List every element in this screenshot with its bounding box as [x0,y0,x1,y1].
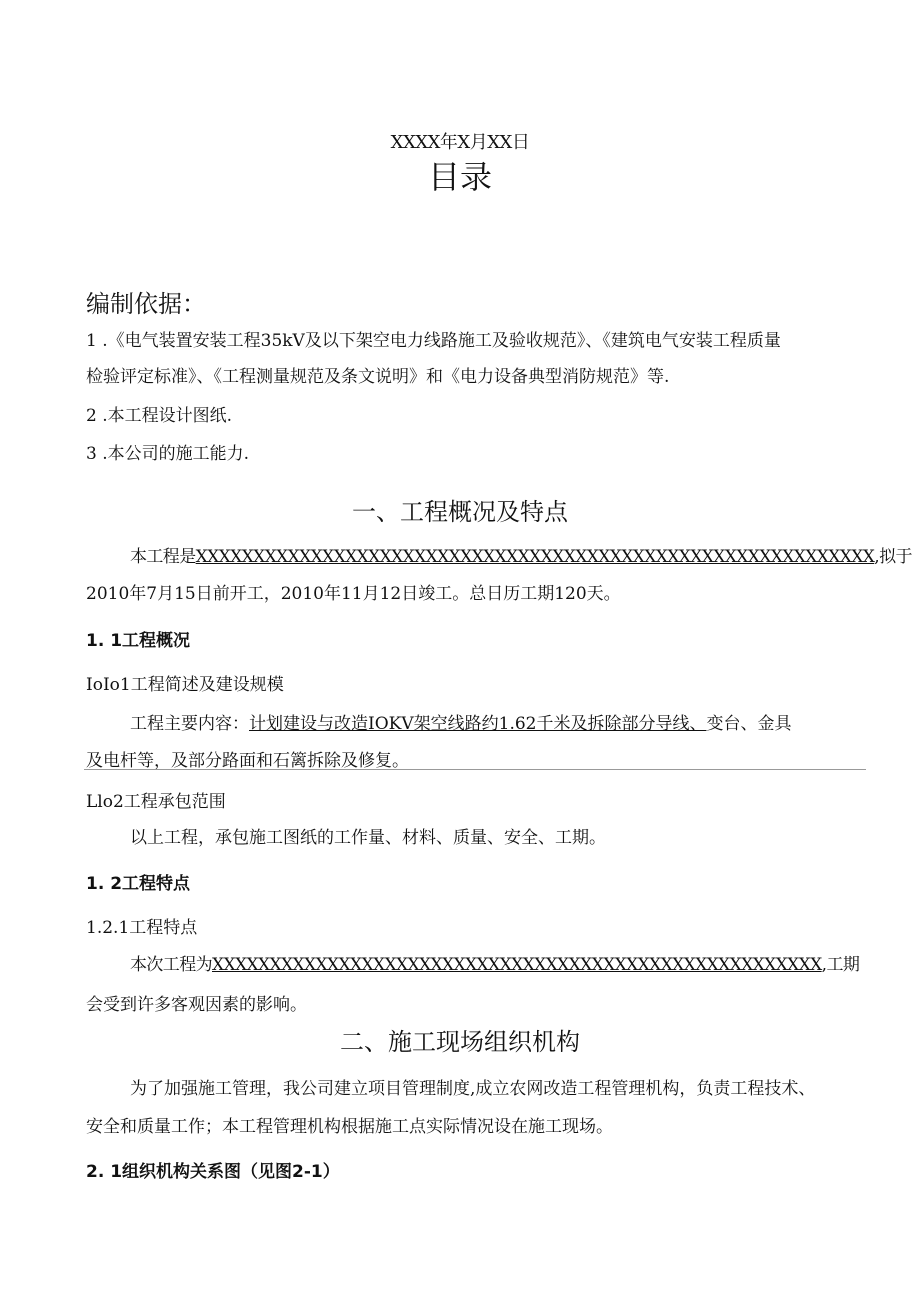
section-1-intro-line-2: 2010年7月15日前开工，2010年11月12日竣工。总日历工期120天。 [86,584,621,604]
basis-heading: 编制依据： [86,290,206,318]
feature-line-1 [130,950,859,975]
section-2-title: 二、施工现场组织机构 [340,1028,580,1056]
feature-underlined: XXXXXXXXXXXXXXXXXXXXXXXXXXXXXXXXXXXXXXXXXXXXXXXXXXXXX [212,955,822,975]
intro-suffix: ,拟于 [874,547,912,567]
toc-title: 目录 [427,158,492,196]
subsection-1-1-heading: 1. 1工程概况 [86,631,191,651]
basis-item-1-line-2: 检验评定标准》、《工程测量规范及条文说明》和《电力设备典型消防规范》等. [86,367,670,387]
project-name-underlined: XXXXXXXXXXXXXXXXXXXXXXXXXXXXXXXXXXXXXXXXXXXXXXXXXXXXXXXXXXX [195,547,875,567]
subsection-1-1-1-heading: IoIo1工程简述及建设规模 [86,675,284,695]
subsection-1-2-heading: 1. 2工程特点 [86,874,191,894]
feature-line-2: 会受到许多客观因素的影响。 [86,995,307,1015]
subsection-1-2-1-heading: 1.2.1工程特点 [86,918,198,938]
main-content-line-2: 及电杆等，及部分路面和石篱拆除及修复。 [86,751,409,771]
main-content-prefix: 工程主要内容： [130,714,249,734]
main-content-line-1 [130,709,791,734]
basis-item-2: 2 .本工程设计图纸. [86,406,233,426]
section-2-para-line-1: 为了加强施工管理，我公司建立项目管理制度,成立农网改造工程管理机构，负责工程技术、 [130,1079,816,1099]
document-date: XXXX年X月XX日 [390,132,530,153]
subsection-1-1-2-heading: Llo2工程承包范围 [86,792,226,812]
section-2-para-line-2: 安全和质量工作；本工程管理机构根据施工点实际情况设在施工现场。 [86,1117,613,1137]
intro-prefix: 本工程是 [130,547,196,567]
section-1-intro-line-1 [130,542,912,567]
feature-prefix: 本次工程为 [130,955,212,975]
basis-item-1-line-1: 1 .《电气装置安装工程35kV及以下架空电力线路施工及验收规范》、《建筑电气安装工程质量 [86,331,781,351]
horizontal-rule [84,769,866,770]
main-content-suffix: 变台、金具 [706,714,792,734]
feature-suffix: ,工期 [821,955,860,975]
subsection-2-1-heading: 2. 1组织机构关系图（见图2-1） [86,1162,340,1182]
basis-item-3: 3 .本公司的施工能力. [86,444,250,464]
main-content-underlined: 计划建设与改造IOKV架空线路约1.62千米及拆除部分导线、 [249,714,707,734]
scope-text: 以上工程，承包施工图纸的工作量、材料、质量、安全、工期。 [130,828,606,848]
section-1-title: 一、工程概况及特点 [352,498,568,526]
